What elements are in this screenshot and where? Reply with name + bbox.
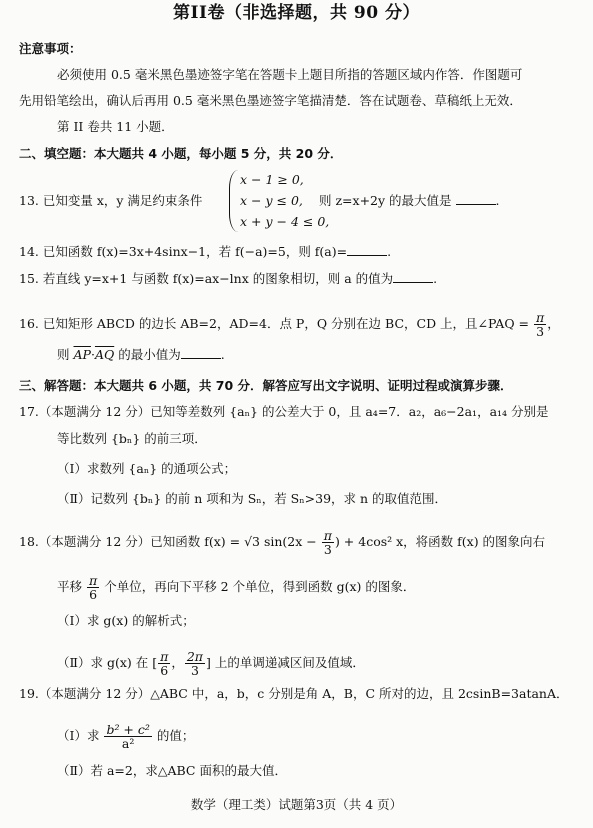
constraint-3: x + y − 4 ≤ 0, bbox=[240, 214, 330, 229]
notice-heading: 注意事项： bbox=[19, 41, 82, 56]
page-title: 第II卷（非选择题，共 90 分） bbox=[173, 3, 420, 23]
section-solution-heading: 三、解答题：本大题共 6 小题，共 70 分．解答应写出文字说明、证明过程或演算步骤． bbox=[19, 378, 513, 393]
fraction-b2c2-over-a2: $\frac{\text{b² + c²}}{\text{a²}}$ bbox=[106, 722, 150, 751]
section-fill-in-heading: 二、填空题：本大题共 4 小题，每小题 5 分，共 20 分． bbox=[19, 146, 343, 161]
question-text: （本题满分 12 分）△ABC 中，a，b，c 分别是角 A，B，C 所对的边，且 2csinB=3atanA． bbox=[38, 686, 569, 701]
answer-blank bbox=[181, 347, 221, 359]
question-16-line-2: 则 $\overline{AP}\cdot\overline{AQ}$ 的最小值为 . bbox=[57, 347, 225, 362]
question-18: 18.（本题满分 12 分）已知函数 f(x) = √3 sin(2x − $\frac{\pi}{3}$ ) + 4cos² x，将函数 f(x) 的图象向右 bbox=[19, 528, 546, 557]
notice-line-3: 第 II 卷共 11 小题． bbox=[57, 119, 174, 134]
notice-line-2: 先用铅笔绘出，确认后再用 0.5 毫米黑色墨迹签字笔描清楚．答在试题卷、草稿纸上无效． bbox=[19, 93, 522, 108]
constraint-2: x − y ≤ 0, bbox=[240, 193, 303, 208]
question-17-part-2: （Ⅱ）记数列 {bₙ} 的前 n 项和为 Sₙ，若 Sₙ>39，求 n 的取值范围． bbox=[57, 491, 448, 506]
question-18-part-2: （Ⅱ）求 g(x) 在 [ $\frac{\pi}{6}$ ， $\frac{2\pi}{3}$ ] 上的单调递减区间及值域． bbox=[57, 649, 365, 678]
constraint-1: x − 1 ≥ 0, bbox=[240, 172, 304, 187]
vector-ap: $\overline{AP}$ bbox=[73, 347, 91, 362]
question-text: 若直线 y=x+1 与函数 f(x)=ax−lnx 的图象相切，则 a 的值为 bbox=[42, 271, 394, 286]
question-text: 已知变量 x，y 满足约束条件 bbox=[42, 193, 203, 208]
question-number: 17. bbox=[19, 404, 39, 419]
question-text: （本题满分 12 分）已知等差数列 {aₙ} 的公差大于 0，且 a₄=7．a₂，a₆−2a₁，a₁₄ 分别是 bbox=[38, 404, 549, 419]
notice-line-1: 必须使用 0.5 毫米黑色墨迹签字笔在答题卡上题目所指的答题区域内作答．作图题可 bbox=[57, 67, 523, 82]
question-number: 16. bbox=[19, 316, 39, 331]
question-number: 14. bbox=[19, 244, 39, 259]
answer-blank bbox=[456, 193, 496, 205]
question-text: 已知矩形 ABCD 的边长 AB=2，AD=4．点 P，Q 分别在边 BC，CD 上，且∠PAQ = bbox=[42, 316, 530, 331]
question-text: 则 z=x+2y 的最大值是 bbox=[319, 193, 452, 208]
fraction-pi-over-3: $\frac{\pi}{3}$ bbox=[323, 528, 332, 557]
question-13-tail: 则 z=x+2y 的最大值是 . bbox=[319, 193, 500, 208]
question-19 bbox=[19, 685, 569, 703]
answer-blank bbox=[347, 244, 387, 256]
question-18-line-2: 平移 $\frac{\pi}{6}$ 个单位，再向下平移 2 个单位，得到函数 g(x) 的图象． bbox=[57, 573, 416, 602]
fraction-pi-over-3: $\frac{\pi}{3}$ bbox=[536, 310, 545, 339]
question-16: 16. 已知矩形 ABCD 的边长 AB=2，AD=4．点 P，Q 分别在边 BC，CD 上，且∠PAQ = $\frac{\pi}{3}$ ， bbox=[19, 310, 560, 339]
fraction-pi-over-6: $\frac{\pi}{6}$ bbox=[160, 649, 169, 678]
constraint-brace bbox=[229, 170, 239, 232]
question-19-part-2: （Ⅱ）若 a=2，求△ABC 面积的最大值． bbox=[57, 763, 287, 778]
vector-aq: $\overline{AQ}$ bbox=[94, 347, 115, 362]
question-number: 15. bbox=[19, 271, 39, 286]
fraction-pi-over-6: $\frac{\pi}{6}$ bbox=[89, 573, 98, 602]
answer-blank bbox=[393, 271, 433, 283]
question-text: 已知函数 f(x)=3x+4sinx−1，若 f(−a)=5，则 f(a)= bbox=[42, 244, 348, 259]
question-17-line-2: 等比数列 {bₙ} 的前三项． bbox=[57, 431, 207, 446]
question-number: 18. bbox=[19, 534, 39, 549]
question-text: （本题满分 12 分）已知函数 f(x) = √3 sin(2x − bbox=[38, 534, 317, 549]
question-14: 14. 已知函数 f(x)=3x+4sinx−1，若 f(−a)=5，则 f(a)= . bbox=[19, 244, 392, 259]
question-number: 19. bbox=[19, 686, 39, 701]
question-17-part-1: （Ⅰ）求数列 {aₙ} 的通项公式； bbox=[57, 461, 237, 476]
question-15: 15. 若直线 y=x+1 与函数 f(x)=ax−lnx 的图象相切，则 a 的值为 . bbox=[19, 271, 438, 286]
question-18-part-1: （Ⅰ）求 g(x) 的解析式； bbox=[57, 613, 195, 628]
question-13 bbox=[19, 192, 202, 210]
question-17 bbox=[19, 403, 549, 421]
page-footer: 数学（理工类）试题第3页（共 4 页） bbox=[190, 797, 403, 812]
question-19-part-1: （Ⅰ）求 $\frac{\text{b² + c²}}{\text{a²}}$ 的值； bbox=[57, 722, 195, 751]
fraction-2pi-over-3: $\frac{2\pi}{3}$ bbox=[186, 649, 204, 678]
question-number: 13. bbox=[19, 193, 39, 208]
